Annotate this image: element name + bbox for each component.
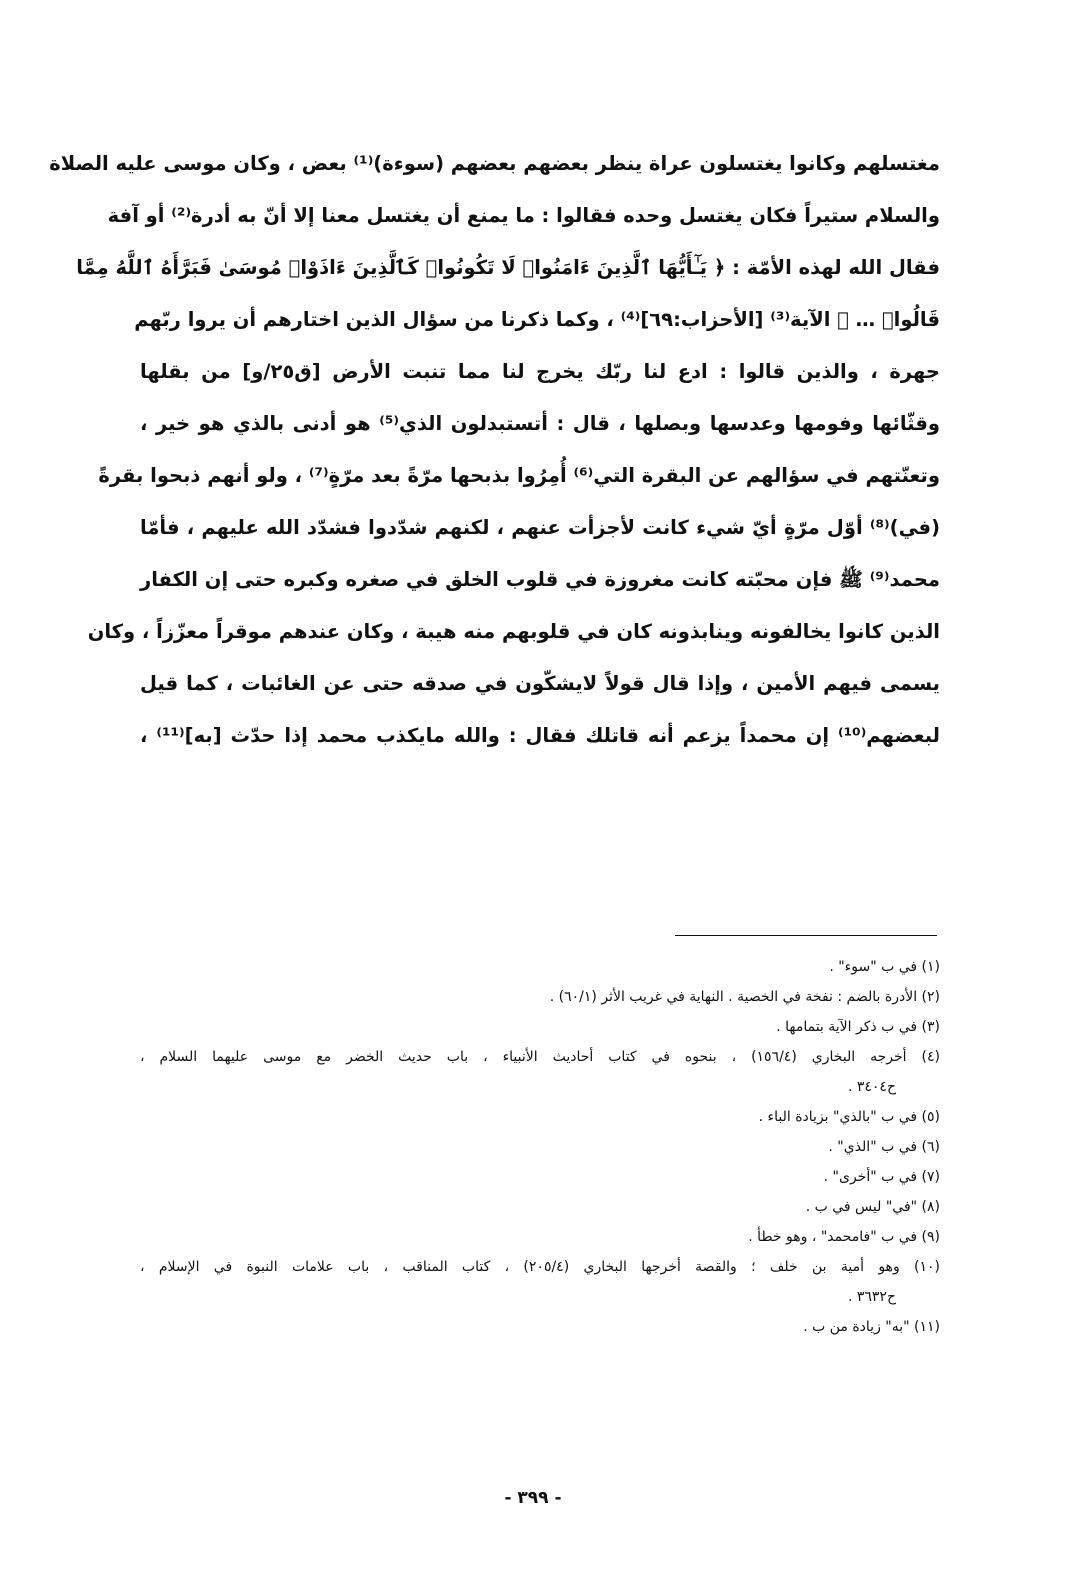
- text-line: فقال الله لهذه الأمّة : ﴿ يَـٰٓأَيُّهَا ٱلَّذِينَ ءَامَنُوا۟ لَا تَكُونُوا۟ كَٱلَّذِينَ ءَاذَوْا۟ مُوسَىٰ فَبَرَّأَهُ ٱللَّهُ مِمَّا: [76, 256, 940, 279]
- footnote-9: (٩) في ب "فامحمد" ، وهو خطأ .: [748, 1229, 940, 1245]
- page-number: - ٣٩٩ -: [504, 1488, 562, 1508]
- text-line: وتعنّتهم في سؤالهم عن البقرة التي⁽⁶⁾ أُمِرُوا بذبحها مرّةً بعد مرّةٍ⁽⁷⁾ ، ولو أنهم ذبحوا بقرةً: [98, 464, 940, 487]
- footnote-10: (١٠) وهو أمية بن خلف ؛ والقصة أخرجها البخاري (٢٠٥/٤) ، كتاب المناقب ، باب علامات النبوة في الإسلام ،: [140, 1259, 941, 1275]
- text-line: والسلام ستيراً فكان يغتسل وحده فقالوا : ما يمنع أن يغتسل معنا إلا أنّ به أدرة⁽²⁾ أو آفة: [107, 204, 940, 227]
- text-line: يسمى فيهم الأمين ، وإذا قال قولاً لايشكّون في صدقه حتى عن الغائبات ، كما قيل: [140, 672, 940, 695]
- footnote-11: (١١) "به" زيادة من ب .: [803, 1319, 940, 1335]
- footnote-4: (٤) أخرجه البخاري (١٥٦/٤) ، بنحوه في كتاب أحاديث الأنبياء ، باب حديث الخضر مع موسى عليهما السلام ،: [140, 1049, 940, 1065]
- text-line: مغتسلهم وكانوا يغتسلون عراة ينظر بعضهم بعضهم (سوءة)⁽¹⁾ بعض ، وكان موسى عليه الصلاة: [49, 152, 940, 175]
- footnotes: [140, 952, 940, 1342]
- text-line: جهرة ، والذين قالوا : ادع لنا ربّك يخرج لنا مما تنبت الأرض [ق٢٥/و] من بقلها: [140, 360, 940, 383]
- footnote-6: (٦) في ب "الذي" .: [828, 1139, 940, 1155]
- text-line: الذين كانوا يخالفونه وينابذونه كان في قلوبهم منه هيبة ، وكان عندهم موقراً معزّزاً ، وكان: [87, 620, 940, 643]
- footnote-2: (٢) الأدرة بالضم : نفخة في الخصية . النهاية في غريب الأثر (٦٠/١) .: [549, 989, 940, 1005]
- text-line: لبعضهم⁽¹⁰⁾ إن محمداً يزعم أنه قاتلك فقال : والله مايكذب محمد إذا حدّث [به]⁽¹¹⁾ ،: [140, 724, 940, 747]
- text-line: قَالُوا۟ … ﴾ الآية⁽³⁾ [الأحزاب:٦٩]⁽⁴⁾ ، وكما ذكرنا من سؤال الذين اختارهم أن يروا ربّهم: [134, 308, 940, 331]
- footnote-3: (٣) في ب ذكر الآية بتمامها .: [776, 1019, 940, 1035]
- footnote-10-continuation: ح٣٦٣٢ .: [847, 1289, 896, 1305]
- footnote-7: (٧) في ب "أخرى" .: [823, 1169, 940, 1185]
- text-line: محمد⁽⁹⁾ ﷺ فإن محبّته كانت مغروزة في قلوب الخلق في صغره وكبره حتى إن الكفار: [140, 568, 940, 591]
- text-line: وقثّائها وفومها وعدسها وبصلها ، قال : أتستبدلون الذي⁽⁵⁾ هو أدنى بالذي هو خير ،: [140, 412, 940, 435]
- main-text: [49, 138, 940, 762]
- footnote-5: (٥) في ب "بالذي" بزيادة الباء .: [758, 1109, 940, 1125]
- text-line: (في)⁽⁸⁾ أوّل مرّةٍ أيّ شيء كانت لأجزأت عنهم ، لكنهم شدّدوا فشدّد الله عليهم ، فأمّا: [140, 516, 940, 539]
- footnote-8: (٨) "في" ليس في ب .: [805, 1199, 940, 1215]
- footnote-4-continuation: ح٣٤٠٤ .: [847, 1079, 896, 1095]
- footnote-1: (١) في ب "سوء" .: [829, 959, 940, 975]
- footnote-separator: [675, 935, 937, 936]
